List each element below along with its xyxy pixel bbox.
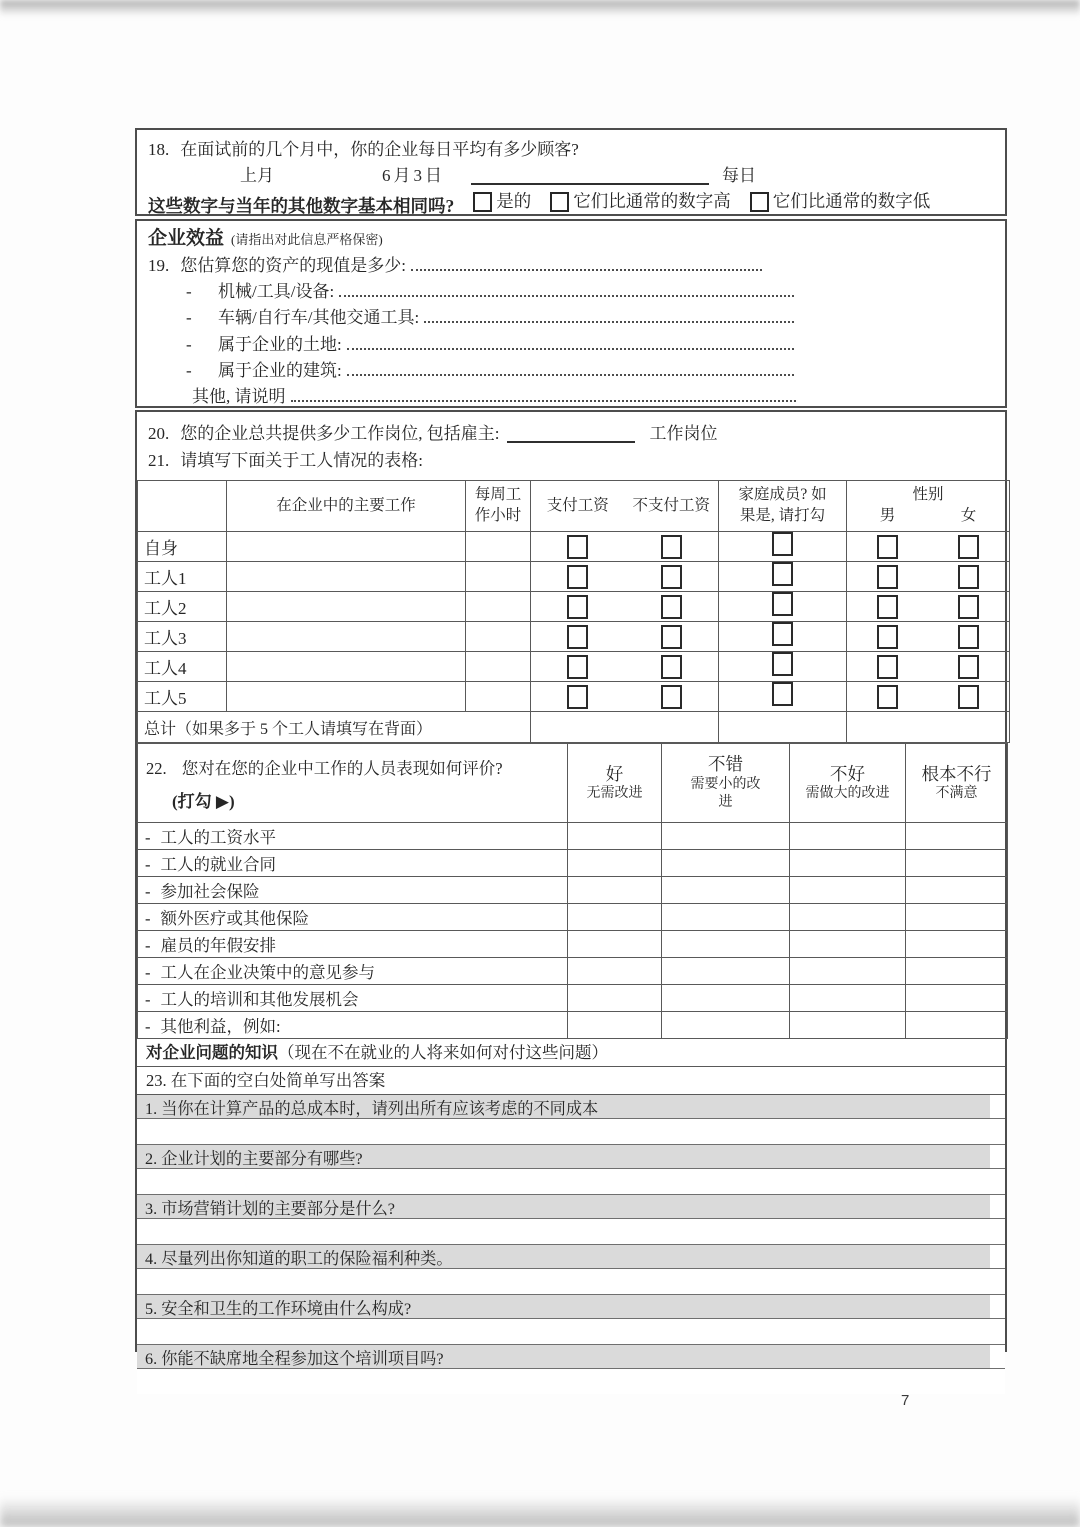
rating-cell[interactable] [906,823,1008,850]
rating-cell[interactable] [790,1012,906,1039]
dash-bullet: - [145,990,151,1009]
female-checkbox[interactable] [958,535,979,559]
q19-dotted-blank[interactable] [411,269,762,271]
main-work-cell[interactable] [227,592,466,622]
q19-other-label: 其他, 请说明 [192,387,286,407]
knowledge-question-block-6 [137,1345,1005,1394]
q18-option-lower-label: 它们比通常的数字低 [772,191,931,211]
worker-header-hours: 每周工作小时 [466,481,531,532]
worker-row-label: 工人1 [138,562,227,592]
worker-row-2 [138,592,1010,622]
evaluation-row-social-insurance [138,877,1008,904]
q19-item-dotted-blank[interactable] [347,348,794,350]
paid-checkbox[interactable] [567,565,588,589]
q19-item-dotted-blank[interactable] [424,321,794,323]
worker-total-label: 总计（如果多于 5 个工人请填写在背面） [138,712,531,743]
rating-cell[interactable] [790,931,906,958]
q19-item-dotted-blank[interactable] [339,295,794,297]
dash-bullet: - [186,308,192,328]
family-checkbox[interactable] [772,622,793,646]
knowledge-section-title-row [137,1039,1005,1067]
evaluation-row-label: 工人在企业决策中的意见参与 [160,963,375,982]
rating-cell[interactable] [568,850,662,877]
rating-cell[interactable] [790,877,906,904]
q20-text-before: 您的企业总共提供多少工作岗位, 包括雇主: [180,424,500,443]
family-cell [719,532,847,562]
knowledge-question-2: 2. 企业计划的主要部分有哪些? [137,1145,1005,1169]
q18-option-higher-label: 它们比通常的数字高 [573,191,731,211]
q20-line [137,412,1005,446]
worker-header-unpaid: 不支付工资 [632,496,710,514]
q18-number: 18. [148,140,170,159]
rating-cell[interactable] [568,931,662,958]
rating-cell[interactable] [906,958,1008,985]
rating-cell[interactable] [906,1012,1008,1039]
hours-cell[interactable] [466,562,531,592]
scan-edge-top [0,0,1080,16]
gender-cell [847,622,1010,652]
rating-header-bad: 不好 需做大的改进 [790,744,906,823]
worker-row-4 [138,652,1010,682]
evaluation-row-contracts [138,850,1008,877]
dash-bullet: - [145,909,151,928]
evaluation-row-label: 额外医疗或其他保险 [160,909,309,928]
evaluation-row-label: 雇员的年假安排 [160,936,276,955]
checkbox-icon[interactable] [473,192,492,212]
rating-cell[interactable] [568,1012,662,1039]
gender-cell [847,682,1010,712]
knowledge-title: 对企业问题的知识 [146,1043,278,1062]
family-checkbox[interactable] [772,682,793,706]
knowledge-question-block-3 [137,1195,1005,1245]
evaluation-row-leave [138,931,1008,958]
hours-cell[interactable] [466,622,531,652]
q18-option-lower[interactable] [750,189,931,214]
rating-cell[interactable] [790,823,906,850]
male-checkbox[interactable] [877,535,898,559]
main-work-cell[interactable] [227,682,466,712]
evaluation-row-label: 工人的培训和其他发展机会 [160,990,359,1009]
q19-item-land-label: 属于企业的土地: [218,334,342,354]
page-number: 7 [901,1392,910,1409]
evaluation-row-label: 参加社会保险 [160,882,260,901]
dash-bullet: - [145,1017,151,1036]
hours-cell[interactable] [466,532,531,562]
main-work-cell[interactable] [227,562,466,592]
pay-cell [531,592,719,622]
scan-edge-bottom [0,1497,1080,1527]
knowledge-question-block-5 [137,1295,1005,1345]
pay-cell [531,652,719,682]
q22-question-text: 您对在您的企业中工作的人员表现如何评价? [181,758,503,778]
main-work-cell[interactable] [227,622,466,652]
rating-cell[interactable] [790,958,906,985]
worker-row-self [138,532,1010,562]
knowledge-answer-area-5[interactable] [137,1319,1005,1345]
rating-cell[interactable] [790,904,906,931]
q19-item-vehicles-label: 车辆/自行车/其他交通工具: [218,308,420,328]
evaluation-row-participation [138,958,1008,985]
q18-option-yes-label: 是的 [496,191,532,211]
q19-item-machinery [186,279,794,305]
knowledge-title-note: （现在不在就业的人将来如何对付这些问题） [278,1043,608,1062]
section-q18-daily-customers [135,128,1007,216]
main-work-cell[interactable] [227,532,466,562]
q18-customers-blank[interactable] [471,168,709,185]
gender-cell [847,532,1010,562]
family-cell [719,562,847,592]
unpaid-checkbox[interactable] [661,565,682,589]
family-cell [719,652,847,682]
section-workers-and-knowledge [135,410,1007,1368]
knowledge-question-block-1 [137,1095,1005,1145]
dash-bullet: - [145,963,151,982]
dash-bullet: - [186,334,192,354]
family-cell [719,592,847,622]
rating-header-good: 好 无需改进 [568,744,662,823]
pay-cell [531,532,719,562]
worker-header-pay [531,481,719,532]
gender-cell [847,592,1010,622]
evaluation-header-row [138,744,1008,823]
worker-row-1 [138,562,1010,592]
main-work-cell[interactable] [227,652,466,682]
q19-other-line [192,384,796,410]
worker-header-empty [138,481,227,532]
knowledge-question-6: 6. 你能不缺席地全程参加这个培训项目吗? [137,1345,1005,1369]
rating-cell[interactable] [662,904,790,931]
evaluation-table [137,743,1008,1039]
dash-bullet: - [145,936,151,955]
worker-row-label: 工人5 [138,682,227,712]
female-checkbox[interactable] [958,565,979,589]
q18-last-month-label: 上月 [240,166,274,185]
rating-cell[interactable] [662,985,790,1012]
family-cell [719,682,847,712]
rating-cell[interactable] [662,931,790,958]
knowledge-answer-area-6[interactable] [137,1369,1005,1394]
male-checkbox[interactable] [877,685,898,709]
total-family-cell[interactable] [719,712,847,743]
total-pay-cell[interactable] [531,712,719,743]
rating-cell[interactable] [568,877,662,904]
q22-stub [138,744,568,823]
q19-item-dotted-blank[interactable] [347,374,794,376]
q19-text: 您估算您的资产的现值是多少: [180,256,406,275]
unpaid-checkbox[interactable] [661,655,682,679]
q19-item-machinery-label: 机械/工具/设备: [218,282,335,302]
worker-table-header-row [138,481,1010,532]
q20-text-after: 工作岗位 [649,424,718,443]
gender-cell [847,562,1010,592]
q20-jobs-blank[interactable] [507,426,635,443]
q22-number: 22. [146,758,167,778]
q20-number: 20. [148,424,170,443]
q19-item-buildings [186,358,794,384]
rating-cell[interactable] [906,850,1008,877]
rating-cell[interactable] [790,850,906,877]
male-checkbox[interactable] [877,595,898,619]
q19-line [148,253,762,279]
rating-cell[interactable] [906,877,1008,904]
knowledge-question-1: 1. 当你在计算产品的总成本时，请列出所有应该考虑的不同成本 [137,1095,1005,1119]
dash-bullet: - [186,360,192,380]
knowledge-answer-area-2[interactable] [137,1169,1005,1195]
knowledge-question-3: 3. 市场营销计划的主要部分是什么? [137,1195,1005,1219]
worker-row-3 [138,622,1010,652]
q18-question-text: 在面试前的几个月中，你的企业每日平均有多少顾客? [180,140,579,159]
q18-option-higher[interactable] [550,189,731,214]
family-checkbox[interactable] [772,532,793,556]
family-checkbox[interactable] [772,592,793,616]
family-checkbox[interactable] [772,562,793,586]
q19-number: 19. [148,256,170,275]
paid-checkbox[interactable] [567,535,588,559]
family-checkbox[interactable] [772,652,793,676]
q22-tick-label: (打勾 ▶) [172,791,235,811]
q19-other-dotted-blank[interactable] [291,400,797,402]
q19-item-buildings-label: 属于企业的建筑: [218,360,342,380]
worker-header-paid: 支付工资 [546,496,609,514]
rating-header-unacceptable: 根本不行 不满意 [906,744,1008,823]
worker-row-label: 工人3 [138,622,227,652]
evaluation-row-label: 其他利益，例如: [160,1017,281,1036]
worker-total-row [138,712,1010,743]
checkbox-icon[interactable] [550,192,569,212]
knowledge-answer-area-4[interactable] [137,1269,1005,1295]
hours-cell[interactable] [466,682,531,712]
pay-cell [531,622,719,652]
evaluation-row-other-benefits [138,1012,1008,1039]
knowledge-answer-area-1[interactable] [137,1119,1005,1145]
q21-number: 21. [148,451,170,470]
q19-item-land [186,332,794,358]
section-business-benefits [135,219,1007,408]
q21-text: 请填写下面关于工人情况的表格: [180,451,423,470]
benefits-confidential-note: (请指出对此信息严格保密) [231,232,383,247]
hours-cell[interactable] [466,592,531,622]
q18-question-line [148,137,995,162]
worker-row-label: 自身 [138,532,227,562]
paid-checkbox[interactable] [567,655,588,679]
hours-cell[interactable] [466,652,531,682]
rating-cell[interactable] [906,931,1008,958]
q18-same-question: 这些数字与当年的其他数字基本相同吗? [148,195,455,216]
worker-header-main-work: 在企业中的主要工作 [227,481,466,532]
knowledge-answer-area-3[interactable] [137,1219,1005,1245]
rating-cell[interactable] [568,823,662,850]
female-checkbox[interactable] [958,625,979,649]
female-checkbox[interactable] [958,685,979,709]
paid-checkbox[interactable] [567,625,588,649]
female-checkbox[interactable] [958,655,979,679]
worker-row-label: 工人2 [138,592,227,622]
dash-bullet: - [145,855,151,874]
q18-per-day-label: 每日 [722,166,756,185]
worker-header-gender-title: 性别 [912,486,944,504]
q21-line [137,446,1005,480]
q18-same-line [148,189,995,219]
worker-table [137,480,1010,743]
q18-fill-line [148,163,995,188]
rating-cell[interactable] [662,958,790,985]
male-checkbox[interactable] [877,625,898,649]
dash-bullet: - [145,828,151,847]
q19-item-vehicles [186,305,794,331]
rating-cell[interactable] [906,904,1008,931]
benefits-title: 企业效益 [148,228,225,249]
rating-cell[interactable] [568,904,662,931]
worker-header-family: 家庭成员? 如果是, 请打勾 [719,481,847,532]
worker-header-male: 男 [879,507,896,524]
knowledge-question-5: 5. 安全和卫生的工作环境由什么构成? [137,1295,1005,1319]
female-checkbox[interactable] [958,595,979,619]
knowledge-question-block-4 [137,1245,1005,1295]
dash-bullet: - [145,882,151,901]
rating-cell[interactable] [662,1012,790,1039]
pay-cell [531,682,719,712]
rating-cell[interactable] [662,823,790,850]
evaluation-row-medical [138,904,1008,931]
total-gender-cell[interactable] [847,712,1010,743]
male-checkbox[interactable] [877,655,898,679]
unpaid-checkbox[interactable] [661,625,682,649]
evaluation-row-wages [138,823,1008,850]
knowledge-question-block-2 [137,1145,1005,1195]
checkbox-icon[interactable] [750,192,769,212]
rating-header-ok: 不错 需要小的改进 [662,744,790,823]
worker-row-5 [138,682,1010,712]
worker-header-female: 女 [960,507,977,524]
pay-cell [531,562,719,592]
worker-header-gender [847,481,1010,532]
unpaid-checkbox[interactable] [661,535,682,559]
paid-checkbox[interactable] [567,685,588,709]
rating-cell[interactable] [790,985,906,1012]
rating-cell[interactable] [568,985,662,1012]
rating-cell[interactable] [568,958,662,985]
q23-instruction: 23. 在下面的空白处简单写出答案 [137,1067,1005,1095]
q18-date-label: 6月3日 [382,166,445,185]
evaluation-row-training [138,985,1008,1012]
worker-row-label: 工人4 [138,652,227,682]
gender-cell [847,652,1010,682]
evaluation-row-label: 工人的工资水平 [160,828,276,847]
paid-checkbox[interactable] [567,595,588,619]
dash-bullet: - [186,282,192,302]
family-cell [719,622,847,652]
male-checkbox[interactable] [877,565,898,589]
rating-cell[interactable] [662,850,790,877]
unpaid-checkbox[interactable] [661,595,682,619]
rating-cell[interactable] [906,985,1008,1012]
knowledge-question-4: 4. 尽量列出你知道的职工的保险福利种类。 [137,1245,1005,1269]
q18-option-yes[interactable] [473,189,531,214]
unpaid-checkbox[interactable] [661,685,682,709]
benefits-header [148,226,993,253]
rating-cell[interactable] [662,877,790,904]
evaluation-row-label: 工人的就业合同 [160,855,276,874]
